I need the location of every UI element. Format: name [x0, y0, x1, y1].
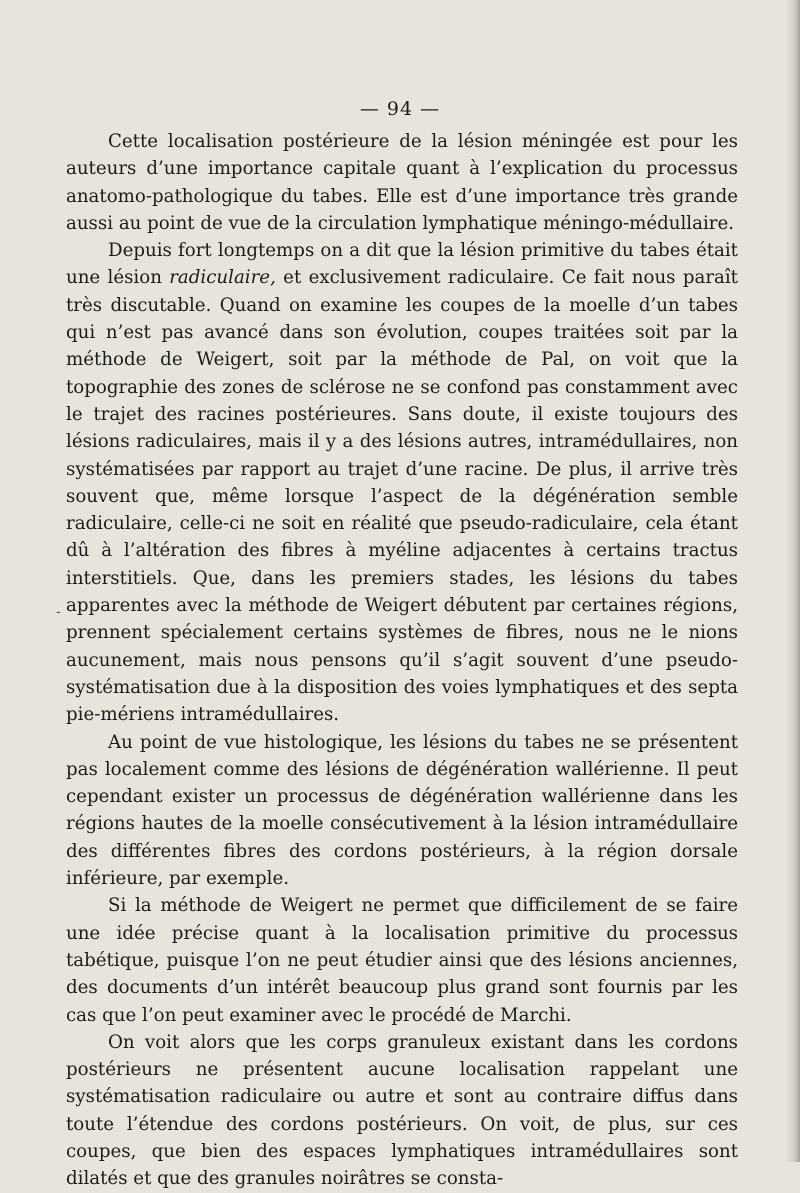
- paragraph-2-lead: Depuis fort longtemps on a dit que la lésion primitive du tabes était une lésion: [66, 240, 738, 289]
- paragraph-5: On voit alors que les corps granuleux existant dans les cordons postérieurs ne présentent aucune localisation rappelant une systématisation radiculaire ou autre et sont au contraire diffus dans toute l’étendue des cordons postérieurs. On voit, de plus, sur ces coupes, que bien des espaces lymphatiques intramédullaires sont dilatés et que des granules noirâtres se consta-: [66, 1031, 738, 1190]
- paragraph-2-emphasis: radiculaire,: [169, 267, 276, 289]
- paragraph-2: [66, 237, 738, 728]
- page-number: — 94 —: [359, 98, 441, 120]
- paragraph-2-rest: et exclusivement radiculaire. Ce fait nous paraît très discutable. Quand on examine les coupes de la moelle d’un tabes qui n’est pas avancé dans son évolution, coupes traitées soit par la méthode de Weigert, soit par la méthode de Pal, on voit que la topographie des zones de sclérose ne se confond pas constamment avec le trajet des racines postérieures. Sans doute, il existe toujours des lésions radiculaires, mais il y a des lésions autres, intramédullaires, non systématisées par rapport au trajet d’une racine. De plus, il arrive très souvent que, même lorsque l’aspect de la dégénération semble radiculaire, celle-ci ne soit en réalité que pseudo-radiculaire, cela étant dû à l’altération des fibres à myéline adjacentes à certains tractus interstitiels. Que, dans les premiers stades, les lésions du tabes apparentes avec la méthode de Weigert débutent par certaines régions, prennent spécialement certains systèmes de fibres, nous ne le nions aucunement, mais nous pensons qu’il s’agit souvent d’une pseudo-systématisation due à la disposition des voies lymphatiques et des septa pie-mériens intramédullaires.: [66, 267, 738, 726]
- paragraph-3: Au point de vue histologique, les lésions du tabes ne se présentent pas localement comme des lésions de dégénération wallérienne. Il peut cependant exister un processus de dégénération wallérienne dans les régions hautes de la moelle consécutivement à la lésion intramédullaire des différentes fibres des cordons postérieurs, à la région dorsale inférieure, par exemple.: [66, 731, 738, 890]
- body-text: [66, 128, 738, 1193]
- paragraph-4: Si la méthode de Weigert ne permet que difficilement de se faire une idée précise quant à la localisation primitive du processus tabétique, puisque l’on ne peut étudier ainsi que des lésions anciennes, des documents d’un intérêt beaucoup plus grand sont fournis par les cas que l’on peut examiner avec le procédé de Marchi.: [66, 895, 738, 1026]
- page-edge-shadow: [786, 0, 800, 1162]
- margin-mark: -: [56, 604, 61, 620]
- paragraph-1: Cette localisation postérieure de la lésion méningée est pour les auteurs d’une importance capitale quant à l’explication du processus anatomo-pathologique du tabes. Elle est d’une importance très grande aussi au point de vue de la circulation lymphatique méningo-médullaire.: [66, 131, 738, 234]
